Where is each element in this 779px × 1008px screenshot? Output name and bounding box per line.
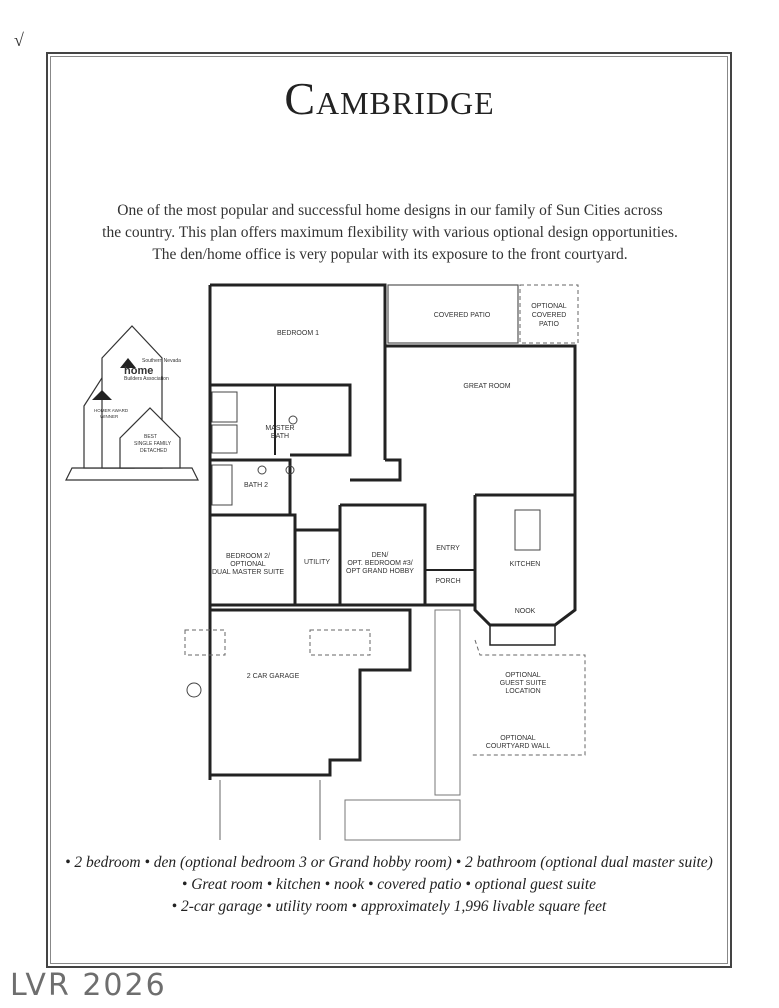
- feature-list: [46, 852, 732, 918]
- room-optional-patio-3: PATIO: [539, 321, 559, 328]
- feature-line-2: • Great room • kitchen • nook • covered patio • optional guest suite: [181, 876, 597, 893]
- award-org-line1: Southern Nevada: [142, 358, 181, 364]
- room-covered-patio: COVERED PATIO: [433, 312, 491, 319]
- room-optional-patio-1: OPTIONAL: [531, 303, 567, 310]
- room-guest-suite-3: LOCATION: [505, 688, 541, 695]
- intro-line-3: The den/home office is very popular with its exposure to the front courtyard.: [152, 246, 628, 263]
- room-guest-suite-2: GUEST SUITE: [499, 680, 547, 687]
- room-courtyard-2: COURTYARD WALL: [485, 743, 551, 750]
- award-line1: HOMER AWARD: [94, 408, 129, 413]
- room-optional-patio-2: COVERED: [531, 312, 567, 319]
- award-line2: WINNER: [100, 414, 119, 419]
- plan-title: Cambridge: [284, 73, 495, 124]
- room-master-bath-2: BATH: [270, 433, 290, 440]
- room-den-1: DEN/: [371, 552, 389, 559]
- room-bedroom2-3: DUAL MASTER SUITE: [211, 569, 285, 576]
- check-mark: √: [14, 30, 24, 50]
- room-great-room: GREAT ROOM: [463, 383, 511, 390]
- floor-plan: [180, 280, 600, 850]
- room-garage: 2 CAR GARAGE: [246, 673, 300, 680]
- award-cat-line3: DETACHED: [140, 448, 168, 454]
- room-master-bath-1: MASTER: [265, 425, 295, 432]
- feature-line-1: • 2 bedroom • den (optional bedroom 3 or Grand hobby room) • 2 bathroom (optional dual master suite): [65, 854, 713, 871]
- room-nook: NOOK: [514, 608, 536, 615]
- intro-line-2: the country. This plan offers maximum flexibility with various optional design opportunities.: [102, 224, 678, 241]
- room-entry: ENTRY: [436, 545, 460, 552]
- room-den-2: OPT. BEDROOM #3/: [347, 560, 413, 567]
- room-bedroom1: BEDROOM 1: [276, 330, 320, 337]
- room-den-3: OPT GRAND HOBBY: [346, 568, 414, 575]
- watermark: LVR 2026: [10, 968, 167, 1003]
- room-utility: UTILITY: [303, 559, 331, 566]
- award-org-line3: Builders Association: [124, 376, 169, 382]
- room-porch: PORCH: [435, 578, 461, 585]
- room-bedroom2-2: OPTIONAL: [230, 561, 266, 568]
- intro-line-1: One of the most popular and successful home designs in our family of Sun Cities across: [117, 202, 663, 219]
- room-bath2: BATH 2: [244, 482, 268, 489]
- award-org-line2: home: [124, 365, 154, 377]
- room-guest-suite-1: OPTIONAL: [505, 672, 541, 679]
- room-courtyard-1: OPTIONAL: [500, 735, 536, 742]
- room-bedroom2-1: BEDROOM 2/: [226, 553, 270, 560]
- room-kitchen: KITCHEN: [509, 561, 541, 568]
- intro-paragraph: [70, 200, 710, 266]
- award-cat-line1: BEST: [144, 434, 158, 440]
- award-cat-line2: SINGLE FAMILY: [134, 441, 172, 447]
- feature-line-3: • 2-car garage • utility room • approximately 1,996 livable square feet: [171, 898, 607, 915]
